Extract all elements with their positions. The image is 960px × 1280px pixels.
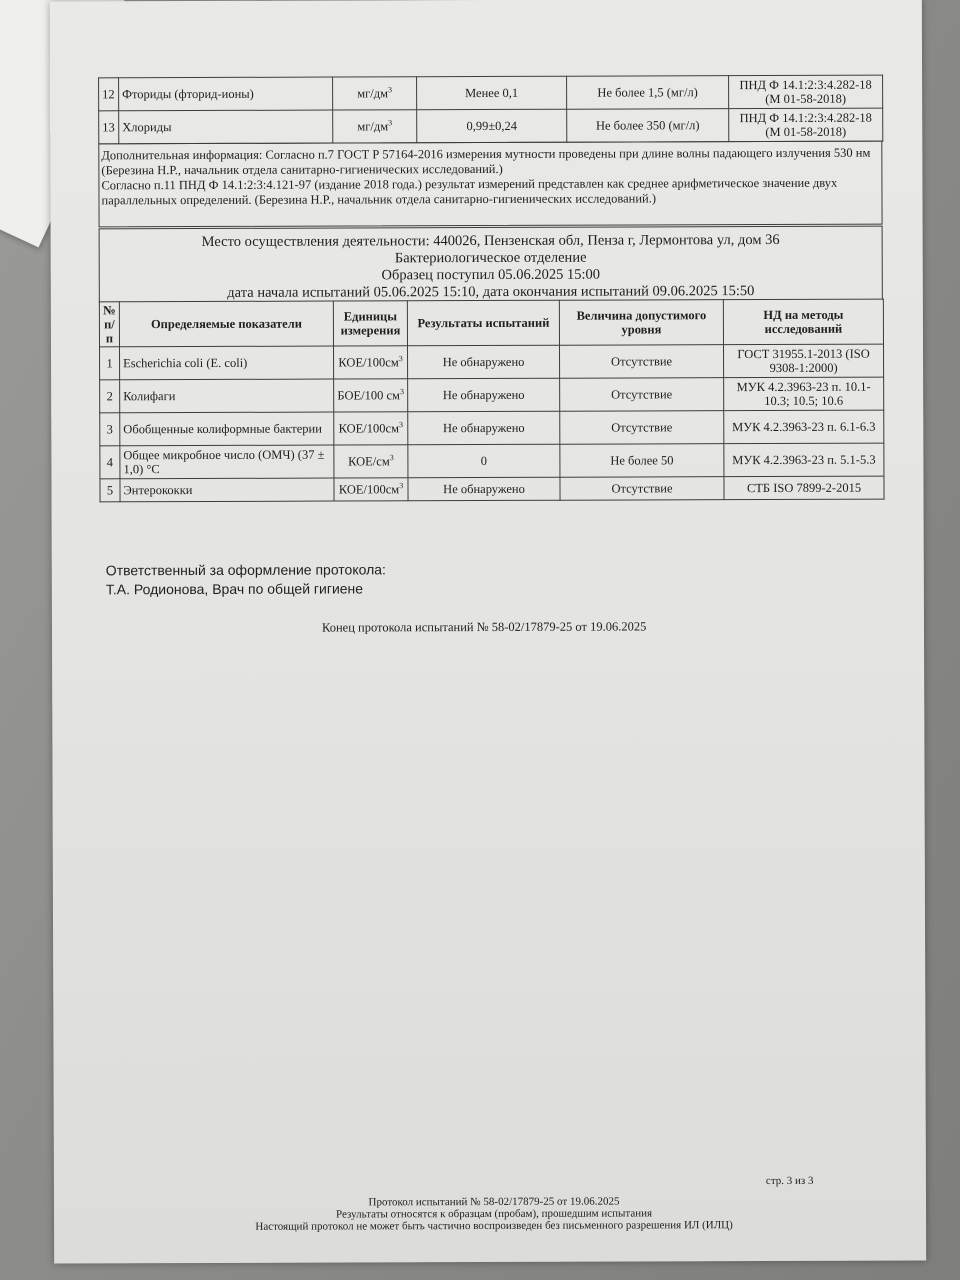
- additional-info-paragraph: Дополнительная информация: Согласно п.7 ГОСТ Р 57164-2016 измерения мутности проведены при длине волны падающего излучения 530 нм (Березина Н.Р., начальник отдела санитарно-гигиенических исследований.): [101, 145, 871, 178]
- row-number: 1: [100, 347, 120, 380]
- table-row: [100, 410, 884, 446]
- indicator-name: Общее микробное число (ОМЧ) (37 ± 1,0) °С: [120, 445, 334, 479]
- row-number: 5: [100, 479, 120, 502]
- indicator-name: Escherichia coli (E. coli): [120, 346, 334, 380]
- norm-cell: Отсутствие: [560, 345, 724, 379]
- header-results: Результаты испытаний: [407, 300, 559, 346]
- table-row: [100, 443, 884, 479]
- unit-cell: КОЕ/$100см^3$: [334, 478, 408, 501]
- unit-cell: $мг/дм^3$: [333, 110, 417, 143]
- responsible-name: Т.А. Родионова, Врач по общей гигиене: [105, 580, 364, 598]
- table-row: [99, 75, 883, 111]
- row-number: 3: [100, 413, 120, 446]
- unit-cell: $мг/дм^3$: [333, 77, 417, 110]
- result-cell: Не обнаружено: [408, 411, 560, 445]
- norm-cell: Отсутствие: [560, 477, 724, 501]
- table-row: [100, 377, 884, 413]
- department-name: Бактериологическое отделение: [394, 249, 587, 267]
- indicator-name: Энтерококки: [120, 478, 334, 502]
- page-footer: [54, 1194, 934, 1233]
- method-cell: ГОСТ 31955.1-2013 (ISO 9308-1:2000): [724, 344, 884, 378]
- responsible-label: Ответственный за оформление протокола:: [105, 561, 386, 579]
- footer-reproduction-note: Настоящий протокол не может быть частично воспроизведен без письменного разрешения ИЛ (ИЛЦ): [255, 1219, 733, 1233]
- table-row: [99, 108, 883, 144]
- test-dates: дата начала испытаний 05.06.2025 15:10, дата окончания испытаний 09.06.2025 15:50: [227, 283, 755, 301]
- table-row: [100, 476, 884, 502]
- responsible-person-block: [106, 560, 386, 599]
- page-number: стр. 3 из 3: [765, 1174, 814, 1188]
- indicator-name: Колифаги: [120, 379, 334, 413]
- result-cell: Не обнаружено: [408, 477, 560, 501]
- method-cell: МУК 4.2.3963-23 п. 10.1-10.3; 10.5; 10.6: [724, 377, 884, 411]
- norm-cell: Не более 1,5 (мг/л): [567, 76, 729, 110]
- norm-cell: Не более 50: [560, 444, 724, 478]
- table-header-row: [99, 299, 883, 347]
- header-num: № п/п: [99, 302, 119, 347]
- row-number: 2: [100, 380, 120, 413]
- row-number: 4: [100, 446, 120, 479]
- header-norm: Величина допустимого уровня: [559, 300, 723, 346]
- header-units: Единицы измерения: [333, 301, 407, 346]
- table-row: [100, 344, 884, 380]
- protocol-page: [50, 0, 926, 1264]
- testing-location-block: [99, 226, 883, 303]
- norm-cell: Не более 350 (мг/л): [567, 109, 729, 143]
- result-cell: 0: [408, 444, 560, 478]
- result-cell: Не обнаружено: [408, 345, 560, 379]
- additional-info-paragraph: Согласно п.11 ПНД Ф 14.1:2:3:4.121-97 (издание 2018 года.) результат измерений представлен как среднее арифметическое значение двух параллельных определений. (Березина Н.Р., начальник отдела санитарно-гигиенических исследований.): [101, 175, 838, 208]
- chemical-results-table: [98, 75, 883, 145]
- header-indicator: Определяемые показатели: [119, 301, 333, 347]
- footer-protocol-number: Протокол испытаний № 58-02/17879-25 от 19.06.2025: [368, 1195, 620, 1209]
- indicator-name: Хлориды: [119, 110, 333, 144]
- location-address: Место осуществления деятельности: 440026, Пензенская обл, Пенза г, Лермонтова ул, дом 36: [201, 231, 780, 250]
- row-number: 12: [99, 78, 119, 111]
- additional-info-block: [98, 141, 882, 228]
- row-number: 13: [99, 111, 119, 144]
- protocol-end-note: Конец протокола испытаний № 58-02/17879-25 от 19.06.2025: [321, 619, 647, 635]
- footer-results-note: Результаты относятся к образцам (пробам), прошедшим испытания: [335, 1207, 653, 1221]
- result-cell: Менее 0,1: [417, 76, 567, 110]
- method-cell: ПНД Ф 14.1:2:3:4.282-18 (М 01-58-2018): [729, 75, 883, 109]
- indicator-name: Фториды (фторид-ионы): [119, 77, 333, 111]
- method-cell: МУК 4.2.3963-23 п. 6.1-6.3: [724, 410, 884, 444]
- bacteriology-results-table: [99, 299, 885, 503]
- unit-cell: КОЕ/$100см^3$: [334, 412, 408, 445]
- method-cell: МУК 4.2.3963-23 п. 5.1-5.3: [724, 443, 884, 477]
- indicator-name: Обобщенные колиформные бактерии: [120, 412, 334, 446]
- norm-cell: Отсутствие: [560, 411, 724, 445]
- sample-received: Образец поступил 05.06.2025 15:00: [381, 266, 601, 284]
- method-cell: СТБ ISO 7899-2-2015: [724, 476, 884, 500]
- unit-cell: КОЕ/$см^3$: [334, 445, 408, 478]
- result-cell: Не обнаружено: [408, 378, 560, 412]
- header-methods: НД на методы исследований: [723, 299, 883, 345]
- method-cell: ПНД Ф 14.1:2:3:4.282-18 (М 01-58-2018): [729, 108, 883, 142]
- unit-cell: КОЕ/$100см^3$: [334, 346, 408, 379]
- result-cell: 0,99±0,24: [417, 109, 567, 143]
- norm-cell: Отсутствие: [560, 378, 724, 412]
- unit-cell: БОЕ/100 $см^3$: [334, 379, 408, 412]
